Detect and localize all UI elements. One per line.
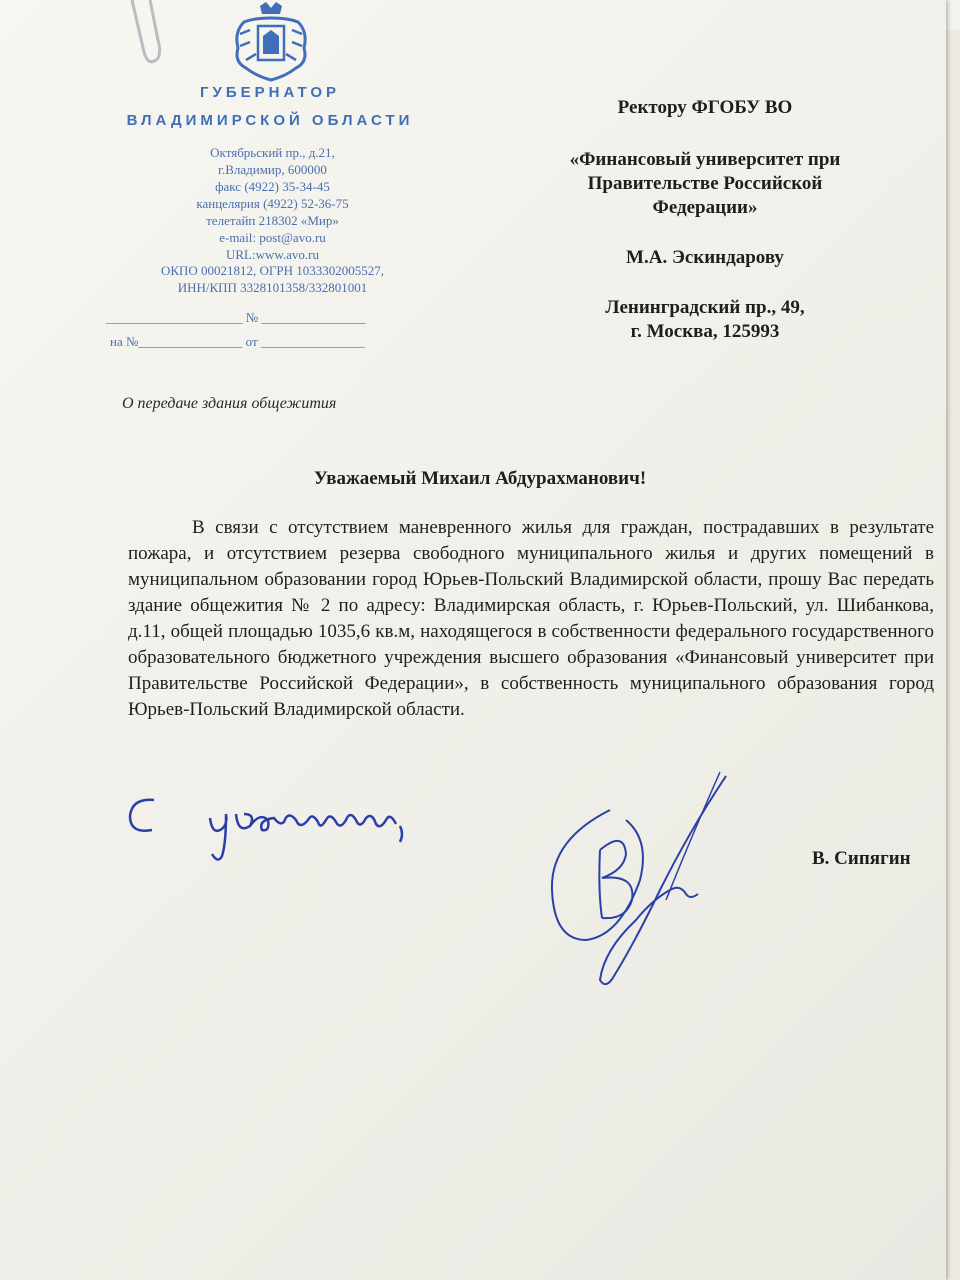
recipient-address-line1: Ленинградский пр., 49, <box>605 297 805 318</box>
recipient-org-line2: Правительстве Российской <box>587 173 823 194</box>
signer-name: В. Сипягин <box>812 848 911 869</box>
registration-number-line: _____________________ № ________________ <box>106 310 366 325</box>
address-line: URL:www.avo.ru <box>225 247 320 262</box>
address-line: факс (4922) 35-34-45 <box>215 179 330 194</box>
codes-line: ОКПО 00021812, ОГРН 1033302005527, <box>160 263 385 278</box>
paperclip-icon <box>126 0 166 68</box>
letterhead-address <box>0 144 545 263</box>
address-line: телетайп 218302 «Мир» <box>206 213 339 228</box>
recipient-address-line2: г. Москва, 125993 <box>630 321 780 342</box>
recipient-org-line1: «Финансовый университет при <box>569 149 841 170</box>
recipient-name: М.А. Эскиндарову <box>626 247 784 268</box>
address-line: канцелярия (4922) 52-36-75 <box>196 196 349 211</box>
emblem-icon <box>230 2 312 82</box>
codes-line: ИНН/КПП 3328101358/332801001 <box>177 280 368 295</box>
recipient-title: Ректору ФГОБУ ВО <box>617 97 793 118</box>
address-line: e-mail: post@avo.ru <box>219 230 326 245</box>
handwritten-closing <box>120 790 420 870</box>
letterhead-title-line1: ГУБЕРНАТОР <box>199 84 340 101</box>
letterhead-title-line2: ВЛАДИМИРСКОЙ ОБЛАСТИ <box>126 112 414 129</box>
address-line: Октябрьский пр., д.21, <box>210 145 335 160</box>
letter-subject: О передаче здания общежития <box>122 395 337 412</box>
address-line: г.Владимир, 600000 <box>218 162 327 177</box>
recipient-org-line3: Федерации» <box>652 197 758 218</box>
letterhead-codes <box>0 262 545 296</box>
reference-number-line: на №________________ от ________________ <box>110 334 365 349</box>
letter-body: В связи с отсутствием маневренного жилья для граждан, пострадавших в результате пожара, и отсутствием резерва свободного муниципального жилья и других помещений в муниципальном образовании город Юрьев-Польский Владимирской области, прошу Вас передать здание общежития № 2 по адресу: Владимирская область, г. Юрьев-Польский, ул. Шибанкова, д.11, общей площадью 1035,6 кв.м, находящегося в собственности федерального государственного образовательного бюджетного учреждения высшего образования «Финансовый университет при Правительстве Российской Федерации», в собственность муниципального образования город Юрьев-Польский Владимирской области. <box>128 517 934 720</box>
greeting: Уважаемый Михаил Абдурахманович! <box>313 468 647 489</box>
signature <box>540 770 740 1000</box>
